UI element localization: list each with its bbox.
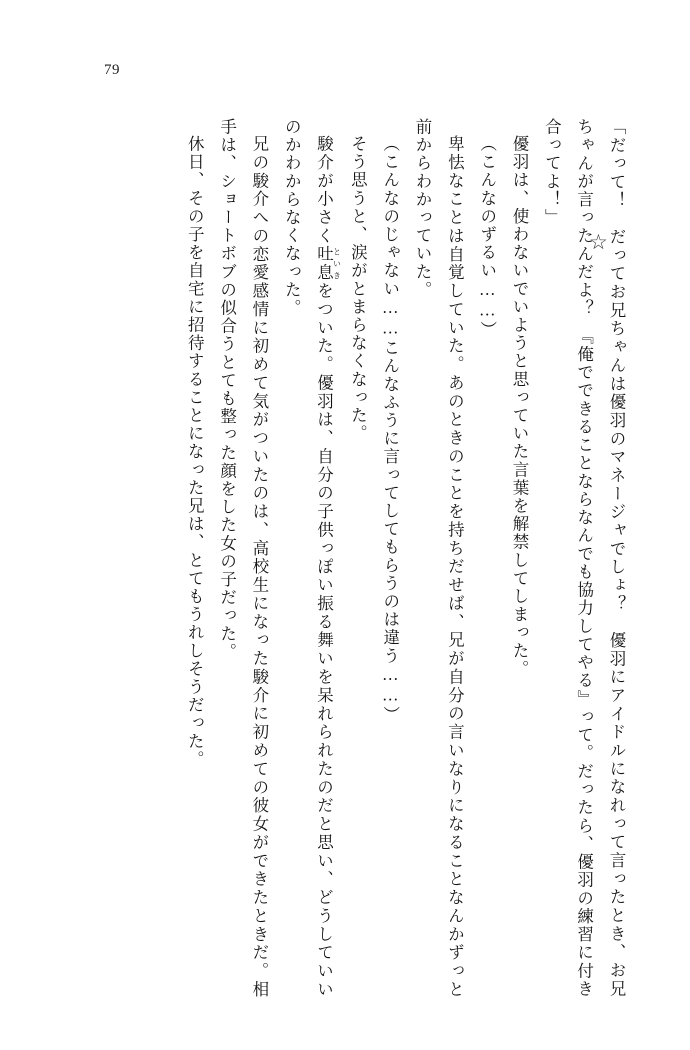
paragraph: そう思うと、涙がとまらなくなった。 (348, 134, 368, 443)
paragraph-with-ruby (275, 118, 341, 998)
paragraph: （こんなのずるい……） (477, 134, 497, 339)
paragraph: 「だって！ だってお兄ちゃんは優羽のマネージャでしょ？ 優羽にアイドルになれって言ったとき、お兄ちゃんが言ったんだよ？ 『俺でできることならなんでも協力してやる』って。だったら、優羽の練習に付き合ってよ！」 (542, 118, 626, 998)
paragraph: 兄の駿介への恋愛感情に初めて気がついたのは、高校生になった駿介に初めての彼女ができたときだ。相手は、ショートボブの似合うとても整った顔をした女の子だった。 (217, 118, 269, 998)
paragraph: 優羽は、使わないでいようと思っていた言葉を解禁してしまった。 (510, 134, 530, 678)
ornament-star-icon: ☆ (589, 230, 608, 254)
paragraph-ruby-suffix: をついた。優羽は、自分の子供っぽい振る舞いを呆れられたのだと思い、どうしていいのかわからなくなった。 (282, 118, 334, 999)
ruby-base: 吐息 (314, 244, 334, 282)
paragraph: （こんなのじゃない……こんなふうに言ってしてもらうのは違う……） (380, 134, 400, 724)
ruby-reading: といき (332, 244, 342, 282)
paragraph: 卑怯なことは自覚していた。あのときのことを持ちだせば、兄が自分の言いなりになることなんかずっと前からわかっていた。 (413, 118, 465, 998)
ruby-toiki (314, 244, 342, 282)
page-number: 79 (104, 62, 120, 78)
paragraph: 休日、その子を自宅に招待することになった兄は、とてもうれしそうだった。 (185, 134, 205, 768)
body-text (112, 118, 632, 998)
paragraph-ruby-prefix: 駿介が小さく (314, 134, 334, 245)
